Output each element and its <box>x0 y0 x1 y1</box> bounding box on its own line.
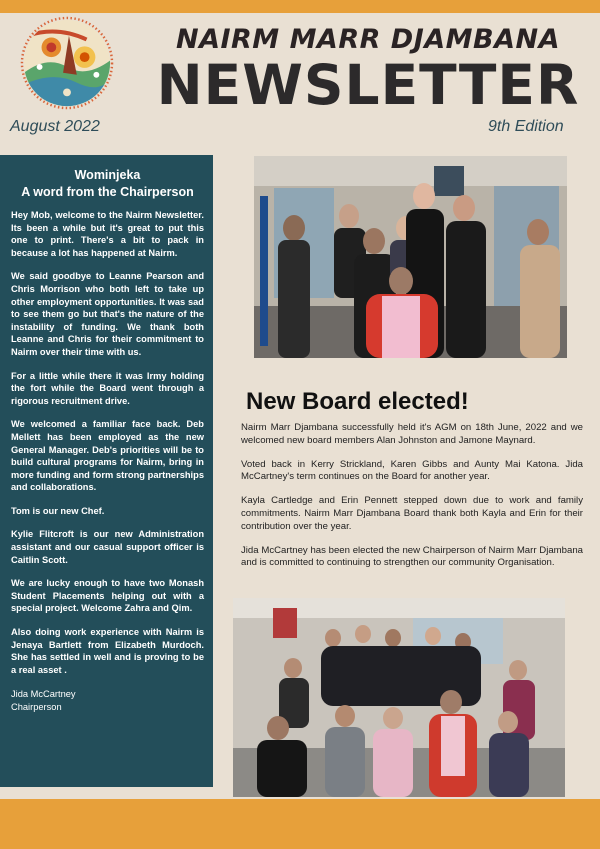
issue-date: August 2022 <box>10 118 100 135</box>
sidebar-paragraph: Kylie Flitcroft is our new Administration assistant and our casual support officer is Caitlin Scott. <box>11 529 204 565</box>
article-paragraph: Jida McCartney has been elected the new Chairperson of Nairm Marr Djambana and is committed to continuing to strengthen our community Organisation. <box>241 544 583 569</box>
signature-name: Jida McCartney <box>11 689 76 700</box>
top-accent-band <box>0 0 600 13</box>
signature-role: Chairperson <box>11 702 62 713</box>
bottom-accent-band <box>0 799 600 849</box>
issue-edition: 9th Edition <box>488 118 564 135</box>
sidebar-paragraph: For a little while there it was Irmy holding the fort while the Board went through a rigorous recruitment drive. <box>11 370 204 406</box>
signature <box>11 688 204 714</box>
article-paragraph: Kayla Cartledge and Erin Pennett stepped down due to work and family commitments. Nairm Marr Djambana Board thank both Kayla and Erin for their contribution over the year. <box>241 495 583 532</box>
sidebar-paragraph: We said goodbye to Leanne Pearson and Chris Morrison who both left to take up other employment opportunities. It was sad to see them go but that's the nature of the instability of funding. We thank both Leanne and Chris for their commitment to Nairm over their time with us. <box>11 271 204 357</box>
sidebar-paragraph: Also doing work experience with Nairm is Jenaya Bartlett from Elizabeth Murdoch. She has settled in well and is proving to be a real asset . <box>11 627 204 675</box>
group-photo-board-icon <box>254 156 567 358</box>
sidebar-greeting: Wominjeka <box>74 168 141 182</box>
article-headline: New Board elected! <box>246 388 469 415</box>
newsletter-title: NEWSLETTER <box>156 53 580 117</box>
sidebar-heading: A word from the Chairperson <box>21 185 194 199</box>
article-paragraph: Voted back in Kerry Strickland, Karen Gibbs and Aunty Mai Katona. Jida McCartney's term continues on the Board for another year. <box>241 458 583 483</box>
sidebar-paragraph: We are lucky enough to have two Monash Student Placements helping out with a special project. Welcome Zahra and Qim. <box>11 578 204 614</box>
aboriginal-dot-art-logo-icon <box>18 16 116 110</box>
sidebar-paragraph: Hey Mob, welcome to the Nairm Newsletter. Its been a while but it's great to put this one to print. There's a bit to pack in because a lot has happened at Nairm. <box>11 210 204 258</box>
board-election-article <box>241 422 583 581</box>
sidebar-paragraph: Tom is our new Chef. <box>11 505 105 516</box>
article-paragraph: Nairm Marr Djambana successfully held it's AGM on 18th June, 2022 and we welcomed new board members Alan Johnston and Jamone Maynard. <box>241 422 583 446</box>
newsletter-org-name: NAIRM MARR DJAMBANA <box>175 24 561 55</box>
chairperson-column <box>0 155 213 787</box>
group-photo-community-icon <box>233 598 565 797</box>
sidebar-paragraph: We welcomed a familiar face back. Deb Mellett has been employed as the new General Manager. Deb's priorities will be to build cultural programs for Nairm, bring in more funding and form strong partnerships and collaborations. <box>11 419 204 493</box>
